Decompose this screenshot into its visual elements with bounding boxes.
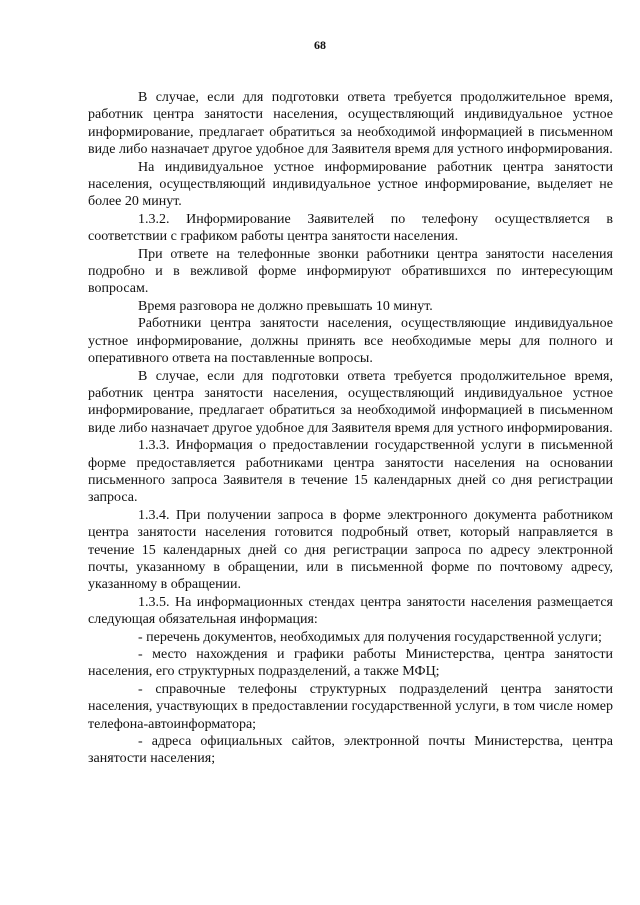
- list-item: - справочные телефоны структурных подразделений центра занятости населения, участвующих в предоставлении государственной услуги, в том числе номер телефона-автоинформатора;: [88, 681, 613, 732]
- paragraph: Работники центра занятости населения, осуществляющие индивидуальное устное информирование, должны принять все необходимые меры для полного и оперативного ответа на поставленные вопросы.: [88, 316, 613, 367]
- paragraph: 1.3.2. Информирование Заявителей по телефону осуществляется в соответствии с графиком работы центра занятости населения.: [88, 211, 613, 245]
- paragraph: На индивидуальное устное информирование работник центра занятости населения, осуществляющий индивидуальное устное информирование, выделяет не более 20 минут.: [88, 159, 613, 210]
- paragraph: При ответе на телефонные звонки работники центра занятости населения подробно и в вежливой форме информируют обратившихся по интересующим вопросам.: [88, 246, 613, 297]
- list-item: - адреса официальных сайтов, электронной почты Министерства, центра занятости населения;: [88, 734, 613, 767]
- paragraph: Время разговора не должно превышать 10 минут.: [138, 298, 433, 314]
- paragraph: 1.3.5. На информационных стендах центра занятости населения размещается следующая обязательная информация:: [88, 594, 613, 628]
- paragraph: 1.3.4. При получении запроса в форме электронного документа работником центра занятости населения готовится подробный ответ, который направляется в течение 15 календарных дней со дня регистрации запроса по адресу электронной почты, указанному в обращении, или в письменной форме по почтовому адресу, указанному в обращении.: [88, 507, 613, 593]
- document-body: [88, 89, 613, 768]
- page-number: 68: [314, 38, 326, 52]
- list-item: - место нахождения и графики работы Министерства, центра занятости населения, его структурных подразделений, а также МФЦ;: [88, 647, 613, 680]
- paragraph: В случае, если для подготовки ответа требуется продолжительное время, работник центра занятости населения, осуществляющий индивидуальное устное информирование, предлагает обратиться за необходимой информацией в письменном виде либо назначает другое удобное для Заявителя время для устного информирования.: [88, 368, 613, 436]
- list-item: - перечень документов, необходимых для получения государственной услуги;: [138, 629, 602, 645]
- paragraph: 1.3.3. Информация о предоставлении государственной услуги в письменной форме предоставляется работниками центра занятости населения на основании письменного запроса Заявителя в течение 15 календарных дней со дня регистрации запроса.: [88, 438, 613, 506]
- paragraph: В случае, если для подготовки ответа требуется продолжительное время, работник центра занятости населения, осуществляющий индивидуальное устное информирование, предлагает обратиться за необходимой информацией в письменном виде либо назначает другое удобное для Заявителя время для устного информирования.: [88, 90, 613, 158]
